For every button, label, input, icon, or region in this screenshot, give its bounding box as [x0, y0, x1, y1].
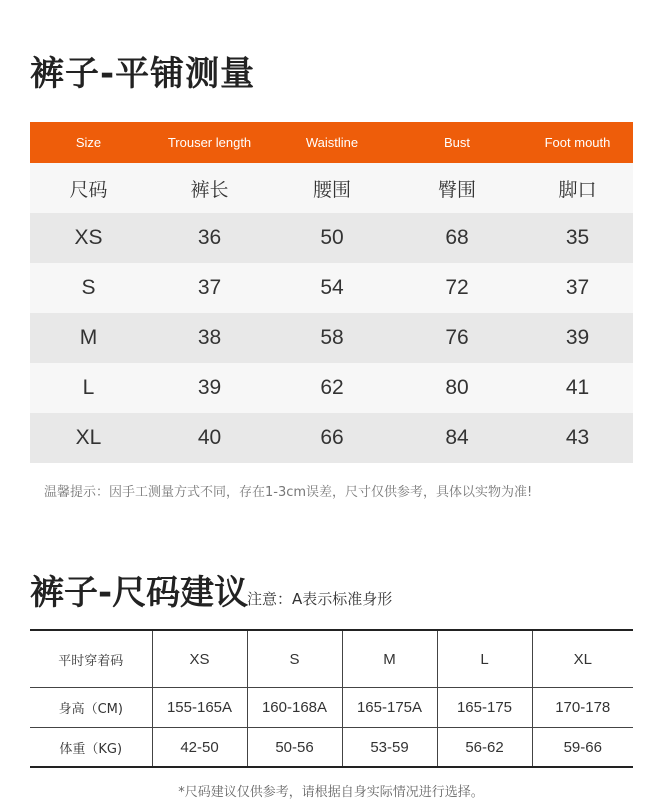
cell-foot: 41: [522, 363, 633, 413]
table-row: [30, 213, 633, 263]
cell-length: 39: [147, 363, 272, 413]
cell-length: 36: [147, 213, 272, 263]
weight-cell: 53-59: [342, 728, 437, 768]
table-row: [30, 413, 633, 463]
cell-foot: 35: [522, 213, 633, 263]
table-header-cn: [30, 163, 633, 213]
cell-hip: 76: [392, 313, 522, 363]
height-row: [30, 688, 633, 728]
table-row: [30, 263, 633, 313]
cell-foot: 37: [522, 263, 633, 313]
cell-length: 40: [147, 413, 272, 463]
size-cell: XL: [532, 630, 633, 688]
cell-hip: 68: [392, 213, 522, 263]
cell-size: M: [30, 313, 147, 363]
height-cell: 165-175A: [342, 688, 437, 728]
size-advice-table: [30, 629, 633, 768]
weight-cell: 59-66: [532, 728, 633, 768]
cell-foot: 39: [522, 313, 633, 363]
cell-foot: 43: [522, 413, 633, 463]
cell-waist: 54: [272, 263, 392, 313]
cell-hip: 72: [392, 263, 522, 313]
cell-length: 38: [147, 313, 272, 363]
row-label: 平时穿着码: [30, 630, 152, 688]
cell-size: XL: [30, 413, 147, 463]
weight-cell: 42-50: [152, 728, 247, 768]
size-header-row: [30, 630, 633, 688]
cell-waist: 50: [272, 213, 392, 263]
height-cell: 170-178: [532, 688, 633, 728]
weight-cell: 56-62: [437, 728, 532, 768]
cell-hip: 84: [392, 413, 522, 463]
header-cn-hip: 臀围: [392, 163, 522, 213]
size-cell: XS: [152, 630, 247, 688]
height-cell: 155-165A: [152, 688, 247, 728]
header-cn-waist: 腰围: [272, 163, 392, 213]
measurement-note: 温馨提示：因手工测量方式不同，存在1-3cm误差，尺寸仅供参考，具体以实物为准!: [44, 485, 533, 500]
header-waistline: Waistline: [272, 122, 392, 163]
table-header-en: [30, 122, 633, 163]
height-cell: 160-168A: [247, 688, 342, 728]
size-cell: S: [247, 630, 342, 688]
size-advice-subtitle: 注意：A表示标准身形: [247, 590, 393, 608]
header-cn-length: 裤长: [147, 163, 272, 213]
header-cn-foot: 脚口: [522, 163, 633, 213]
cell-size: S: [30, 263, 147, 313]
height-cell: 165-175: [437, 688, 532, 728]
cell-waist: 58: [272, 313, 392, 363]
flat-measure-title: 裤子-平铺测量: [30, 54, 256, 94]
row-label: 体重（KG): [59, 741, 123, 757]
cell-size: L: [30, 363, 147, 413]
cell-hip: 80: [392, 363, 522, 413]
header-trouser-length: Trouser length: [147, 122, 272, 163]
size-advice-note: *尺码建议仅供参考，请根据自身实际情况进行选择。: [178, 785, 484, 800]
measurement-table: [30, 122, 633, 463]
weight-row: [30, 728, 633, 768]
cell-waist: 62: [272, 363, 392, 413]
table-row: [30, 313, 633, 363]
size-cell: L: [437, 630, 532, 688]
row-label: 身高（CM): [30, 688, 152, 728]
cell-length: 37: [147, 263, 272, 313]
cell-size: XS: [30, 213, 147, 263]
weight-cell: 50-56: [247, 728, 342, 768]
header-foot-mouth: Foot mouth: [522, 122, 633, 163]
cell-waist: 66: [272, 413, 392, 463]
header-bust: Bust: [392, 122, 522, 163]
header-size: Size: [30, 122, 147, 163]
header-cn-size: 尺码: [30, 163, 147, 213]
table-row: [30, 363, 633, 413]
size-cell: M: [342, 630, 437, 688]
size-advice-title: 裤子-尺码建议: [30, 573, 249, 613]
